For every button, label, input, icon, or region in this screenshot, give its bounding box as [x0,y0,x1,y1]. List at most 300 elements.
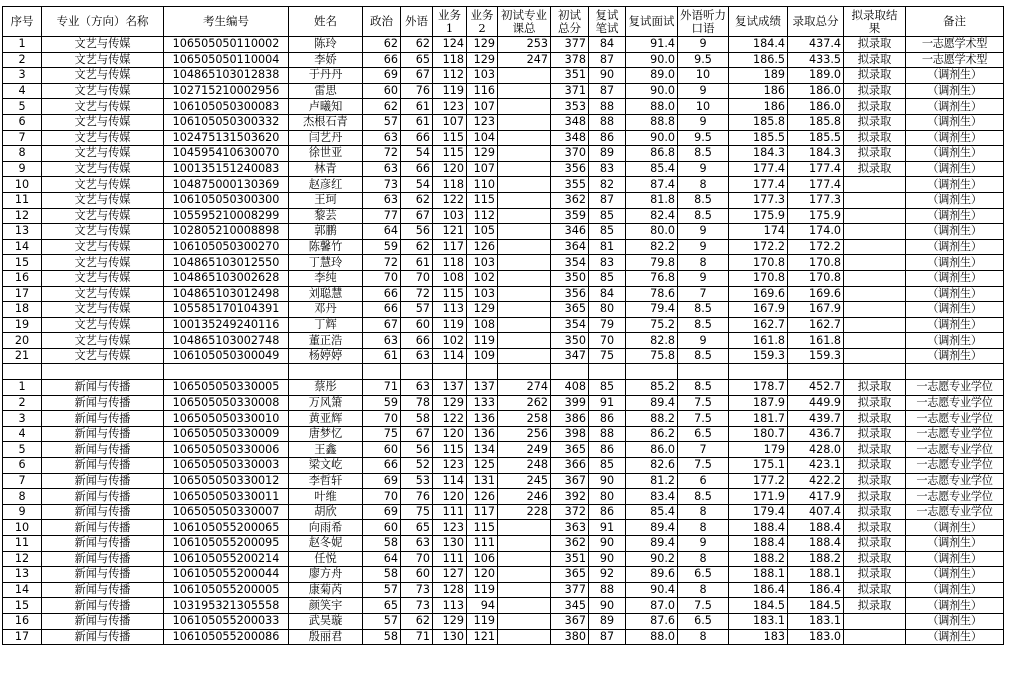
result-cell: 拟录取 [844,130,906,146]
candidate-id-cell: 104865103002628 [164,270,289,286]
listening-speaking-cell: 9 [678,270,729,286]
admission-total-cell: 449.9 [788,395,844,411]
subject-total-cell [498,629,551,645]
result-cell [844,333,906,349]
initial-total-cell: 377 [551,37,589,53]
table-row [3,629,1004,645]
initial-total-cell: 408 [551,380,589,396]
admission-total-cell: 186.0 [788,83,844,99]
initial-total-cell: 347 [551,348,589,364]
interview-cell: 89.6 [626,567,678,583]
foreign-language-cell: 62 [401,239,433,255]
written-retest-cell: 90 [589,536,626,552]
subject-total-cell [498,224,551,240]
candidate-id-cell: 106105050300049 [164,348,289,364]
foreign-language-cell: 70 [401,551,433,567]
listening-speaking-cell: 8.5 [678,348,729,364]
remark-cell: （调剂生） [906,567,1004,583]
seq-cell: 21 [3,348,42,364]
interview-cell: 90.2 [626,551,678,567]
written-retest-cell: 91 [589,395,626,411]
foreign-language-cell: 71 [401,629,433,645]
politics-cell: 75 [363,426,401,442]
major-cell: 文艺与传媒 [42,83,164,99]
empty-cell [788,364,844,380]
interview-cell: 86.8 [626,146,678,162]
name-cell: 武昊璇 [289,613,363,629]
seq-cell: 11 [3,192,42,208]
result-cell [844,208,906,224]
remark-cell: 一志愿专业学位 [906,473,1004,489]
initial-total-cell: 377 [551,582,589,598]
seq-cell: 9 [3,161,42,177]
admission-total-cell: 189.0 [788,68,844,84]
written-retest-cell: 90 [589,598,626,614]
result-cell: 拟录取 [844,473,906,489]
listening-speaking-cell: 6 [678,473,729,489]
subject1-cell: 114 [433,348,467,364]
candidate-id-cell: 106505050110004 [164,52,289,68]
written-retest-cell: 90 [589,473,626,489]
retest-score-cell: 188.4 [729,536,788,552]
seq-cell: 6 [3,114,42,130]
foreign-language-cell: 65 [401,520,433,536]
result-cell: 拟录取 [844,504,906,520]
admission-total-cell: 188.1 [788,567,844,583]
result-cell: 拟录取 [844,442,906,458]
initial-total-cell: 350 [551,333,589,349]
interview-cell: 85.4 [626,161,678,177]
subject1-cell: 111 [433,504,467,520]
major-cell: 新闻与传播 [42,458,164,474]
major-cell: 新闻与传播 [42,442,164,458]
written-retest-cell: 88 [589,426,626,442]
initial-total-cell: 362 [551,536,589,552]
written-retest-cell: 92 [589,567,626,583]
written-retest-cell: 80 [589,489,626,505]
table-row [3,598,1004,614]
seq-cell: 1 [3,37,42,53]
retest-score-cell: 183 [729,629,788,645]
empty-cell [906,364,1004,380]
subject2-cell: 136 [467,426,498,442]
retest-score-cell: 177.2 [729,473,788,489]
empty-cell [363,364,401,380]
major-cell: 文艺与传媒 [42,52,164,68]
listening-speaking-cell: 9 [678,536,729,552]
result-cell: 拟录取 [844,380,906,396]
remark-cell: （调剂生） [906,333,1004,349]
seq-cell: 14 [3,582,42,598]
candidate-id-cell: 100135151240083 [164,161,289,177]
name-cell: 赵冬妮 [289,536,363,552]
interview-cell: 75.2 [626,317,678,333]
retest-score-cell: 175.9 [729,208,788,224]
table-row [3,536,1004,552]
name-cell: 邓丹 [289,302,363,318]
retest-score-cell: 184.4 [729,37,788,53]
name-cell: 唐梦忆 [289,426,363,442]
admission-total-cell: 177.4 [788,177,844,193]
remark-cell: （调剂生） [906,520,1004,536]
empty-cell [498,364,551,380]
candidate-id-cell: 106505050330008 [164,395,289,411]
subject-total-cell: 248 [498,458,551,474]
major-cell: 文艺与传媒 [42,317,164,333]
initial-total-cell: 398 [551,426,589,442]
major-cell: 文艺与传媒 [42,255,164,271]
result-cell [844,270,906,286]
result-cell: 拟录取 [844,52,906,68]
subject1-cell: 137 [433,380,467,396]
subject1-cell: 108 [433,270,467,286]
listening-speaking-cell: 6.5 [678,426,729,442]
foreign-language-cell: 54 [401,146,433,162]
foreign-language-cell: 70 [401,270,433,286]
major-cell: 文艺与传媒 [42,224,164,240]
candidate-id-cell: 106505050330007 [164,504,289,520]
table-row [3,146,1004,162]
initial-total-cell: 356 [551,161,589,177]
foreign-language-cell: 52 [401,458,433,474]
written-retest-cell: 89 [589,146,626,162]
written-retest-cell: 86 [589,130,626,146]
table-row [3,380,1004,396]
remark-cell: （调剂生） [906,224,1004,240]
header-cell: 姓名 [289,7,363,37]
table-row [3,567,1004,583]
interview-cell: 76.8 [626,270,678,286]
subject-total-cell [498,99,551,115]
listening-speaking-cell: 8 [678,255,729,271]
foreign-language-cell: 65 [401,52,433,68]
interview-cell: 89.4 [626,536,678,552]
admission-total-cell: 437.4 [788,37,844,53]
retest-score-cell: 184.5 [729,598,788,614]
seq-cell: 18 [3,302,42,318]
remark-cell: （调剂生） [906,255,1004,271]
table-row [3,395,1004,411]
candidate-id-cell: 106505050330006 [164,442,289,458]
interview-cell: 90.0 [626,52,678,68]
subject1-cell: 129 [433,395,467,411]
subject-total-cell: 256 [498,426,551,442]
name-cell: 黎芸 [289,208,363,224]
name-cell: 丁辉 [289,317,363,333]
candidate-id-cell: 106105050300270 [164,239,289,255]
result-cell: 拟录取 [844,395,906,411]
empty-cell [678,364,729,380]
table-row [3,52,1004,68]
seq-cell: 17 [3,286,42,302]
interview-cell: 87.0 [626,598,678,614]
subject2-cell: 110 [467,177,498,193]
name-cell: 刘聪慧 [289,286,363,302]
subject2-cell: 134 [467,442,498,458]
seq-cell: 12 [3,551,42,567]
retest-score-cell: 186 [729,99,788,115]
result-cell: 拟录取 [844,458,906,474]
seq-cell: 1 [3,380,42,396]
foreign-language-cell: 76 [401,83,433,99]
major-cell: 文艺与传媒 [42,270,164,286]
remark-cell: （调剂生） [906,177,1004,193]
admission-total-cell: 185.8 [788,114,844,130]
seq-cell: 20 [3,333,42,349]
remark-cell: （调剂生） [906,68,1004,84]
foreign-language-cell: 56 [401,442,433,458]
subject2-cell: 133 [467,395,498,411]
written-retest-cell: 88 [589,582,626,598]
subject1-cell: 120 [433,426,467,442]
politics-cell: 72 [363,146,401,162]
admission-total-cell: 177.4 [788,161,844,177]
admission-total-cell: 161.8 [788,333,844,349]
listening-speaking-cell: 8.5 [678,489,729,505]
subject2-cell: 129 [467,302,498,318]
politics-cell: 63 [363,130,401,146]
subject1-cell: 123 [433,99,467,115]
seq-cell: 15 [3,255,42,271]
politics-cell: 60 [363,442,401,458]
seq-cell: 4 [3,426,42,442]
retest-score-cell: 175.1 [729,458,788,474]
subject1-cell: 118 [433,177,467,193]
interview-cell: 85.4 [626,504,678,520]
listening-speaking-cell: 8 [678,520,729,536]
table-row [3,270,1004,286]
name-cell: 闫艺丹 [289,130,363,146]
initial-total-cell: 386 [551,411,589,427]
seq-cell: 16 [3,613,42,629]
candidate-id-cell: 106105055200005 [164,582,289,598]
major-cell: 文艺与传媒 [42,208,164,224]
candidate-id-cell: 102475131503620 [164,130,289,146]
initial-total-cell: 365 [551,567,589,583]
table-row [3,68,1004,84]
subject-total-cell: 274 [498,380,551,396]
foreign-language-cell: 67 [401,68,433,84]
result-cell [844,239,906,255]
politics-cell: 64 [363,224,401,240]
retest-score-cell: 172.2 [729,239,788,255]
major-cell: 新闻与传播 [42,598,164,614]
politics-cell: 73 [363,177,401,193]
subject-total-cell [498,536,551,552]
subject2-cell: 115 [467,520,498,536]
retest-score-cell: 174 [729,224,788,240]
result-cell [844,255,906,271]
initial-total-cell: 370 [551,146,589,162]
listening-speaking-cell: 8.5 [678,317,729,333]
table-row [3,348,1004,364]
subject2-cell: 105 [467,224,498,240]
name-cell: 梁文屹 [289,458,363,474]
subject1-cell: 102 [433,333,467,349]
initial-total-cell: 359 [551,208,589,224]
retest-score-cell: 188.4 [729,520,788,536]
name-cell: 李哲轩 [289,473,363,489]
name-cell: 李娇 [289,52,363,68]
retest-score-cell: 159.3 [729,348,788,364]
major-cell: 文艺与传媒 [42,68,164,84]
major-cell: 新闻与传播 [42,426,164,442]
candidate-id-cell: 102715210002956 [164,83,289,99]
subject-total-cell [498,520,551,536]
name-cell: 王珂 [289,192,363,208]
candidate-id-cell: 106105055200086 [164,629,289,645]
subject2-cell: 126 [467,239,498,255]
foreign-language-cell: 66 [401,161,433,177]
subject2-cell: 123 [467,114,498,130]
retest-score-cell: 181.7 [729,411,788,427]
seq-cell: 6 [3,458,42,474]
result-cell [844,613,906,629]
seq-cell: 2 [3,395,42,411]
major-cell: 文艺与传媒 [42,333,164,349]
name-cell: 王鑫 [289,442,363,458]
written-retest-cell: 84 [589,286,626,302]
retest-score-cell: 170.8 [729,255,788,271]
initial-total-cell: 367 [551,613,589,629]
header-cell: 复试成绩 [729,7,788,37]
politics-cell: 67 [363,317,401,333]
subject-total-cell [498,598,551,614]
name-cell: 董正浩 [289,333,363,349]
subject1-cell: 115 [433,286,467,302]
name-cell: 林青 [289,161,363,177]
initial-total-cell: 366 [551,458,589,474]
remark-cell: （调剂生） [906,192,1004,208]
subject-total-cell: 258 [498,411,551,427]
admission-total-cell: 167.9 [788,302,844,318]
initial-total-cell: 348 [551,114,589,130]
retest-score-cell: 188.1 [729,567,788,583]
result-cell [844,224,906,240]
retest-score-cell: 185.8 [729,114,788,130]
name-cell: 赵彦红 [289,177,363,193]
table-row [3,177,1004,193]
subject1-cell: 114 [433,473,467,489]
subject1-cell: 129 [433,613,467,629]
result-cell [844,286,906,302]
admission-total-cell: 439.7 [788,411,844,427]
subject2-cell: 94 [467,598,498,614]
remark-cell: 一志愿专业学位 [906,458,1004,474]
listening-speaking-cell: 9 [678,83,729,99]
politics-cell: 62 [363,37,401,53]
politics-cell: 59 [363,395,401,411]
retest-score-cell: 184.3 [729,146,788,162]
name-cell: 黄亚辉 [289,411,363,427]
retest-score-cell: 189 [729,68,788,84]
written-retest-cell: 86 [589,442,626,458]
result-cell: 拟录取 [844,68,906,84]
subject2-cell: 129 [467,37,498,53]
subject-total-cell [498,192,551,208]
admission-total-cell: 169.6 [788,286,844,302]
interview-cell: 88.0 [626,99,678,115]
admission-total-cell: 174.0 [788,224,844,240]
candidate-id-cell: 104865103012550 [164,255,289,271]
listening-speaking-cell: 9 [678,37,729,53]
remark-cell: （调剂生） [906,286,1004,302]
result-cell: 拟录取 [844,489,906,505]
interview-cell: 91.4 [626,37,678,53]
name-cell: 廖方舟 [289,567,363,583]
subject-total-cell [498,161,551,177]
empty-cell [844,364,906,380]
result-cell: 拟录取 [844,99,906,115]
admission-total-cell: 423.1 [788,458,844,474]
listening-speaking-cell: 8 [678,504,729,520]
remark-cell: （调剂生） [906,270,1004,286]
retest-score-cell: 177.4 [729,161,788,177]
interview-cell: 89.0 [626,68,678,84]
admission-total-cell: 175.9 [788,208,844,224]
subject1-cell: 112 [433,68,467,84]
remark-cell: （调剂生） [906,629,1004,645]
name-cell: 杰根石青 [289,114,363,130]
empty-cell [164,364,289,380]
name-cell: 蔡彤 [289,380,363,396]
admission-total-cell: 162.7 [788,317,844,333]
remark-cell: （调剂生） [906,582,1004,598]
candidate-id-cell: 106505050330012 [164,473,289,489]
result-cell: 拟录取 [844,146,906,162]
foreign-language-cell: 75 [401,504,433,520]
subject-total-cell [498,255,551,271]
written-retest-cell: 80 [589,302,626,318]
politics-cell: 70 [363,270,401,286]
foreign-language-cell: 62 [401,192,433,208]
politics-cell: 57 [363,613,401,629]
result-cell: 拟录取 [844,520,906,536]
result-cell [844,317,906,333]
written-retest-cell: 88 [589,99,626,115]
seq-cell: 5 [3,442,42,458]
result-cell [844,629,906,645]
candidate-id-cell: 106105050300300 [164,192,289,208]
retest-score-cell: 162.7 [729,317,788,333]
seq-cell: 5 [3,99,42,115]
foreign-language-cell: 66 [401,333,433,349]
candidate-id-cell: 106105050300083 [164,99,289,115]
subject2-cell: 107 [467,99,498,115]
header-cell: 政治 [363,7,401,37]
candidate-id-cell: 103195321305558 [164,598,289,614]
remark-cell: 一志愿专业学位 [906,395,1004,411]
subject1-cell: 123 [433,458,467,474]
interview-cell: 90.0 [626,83,678,99]
name-cell: 胡欣 [289,504,363,520]
listening-speaking-cell: 9 [678,161,729,177]
result-cell: 拟录取 [844,114,906,130]
written-retest-cell: 90 [589,68,626,84]
remark-cell: （调剂生） [906,348,1004,364]
politics-cell: 57 [363,114,401,130]
seq-cell: 16 [3,270,42,286]
politics-cell: 60 [363,520,401,536]
initial-total-cell: 378 [551,52,589,68]
name-cell: 卢曦知 [289,99,363,115]
written-retest-cell: 79 [589,317,626,333]
admission-total-cell: 188.4 [788,520,844,536]
subject2-cell: 121 [467,629,498,645]
written-retest-cell: 89 [589,613,626,629]
subject2-cell: 119 [467,333,498,349]
retest-score-cell: 185.5 [729,130,788,146]
